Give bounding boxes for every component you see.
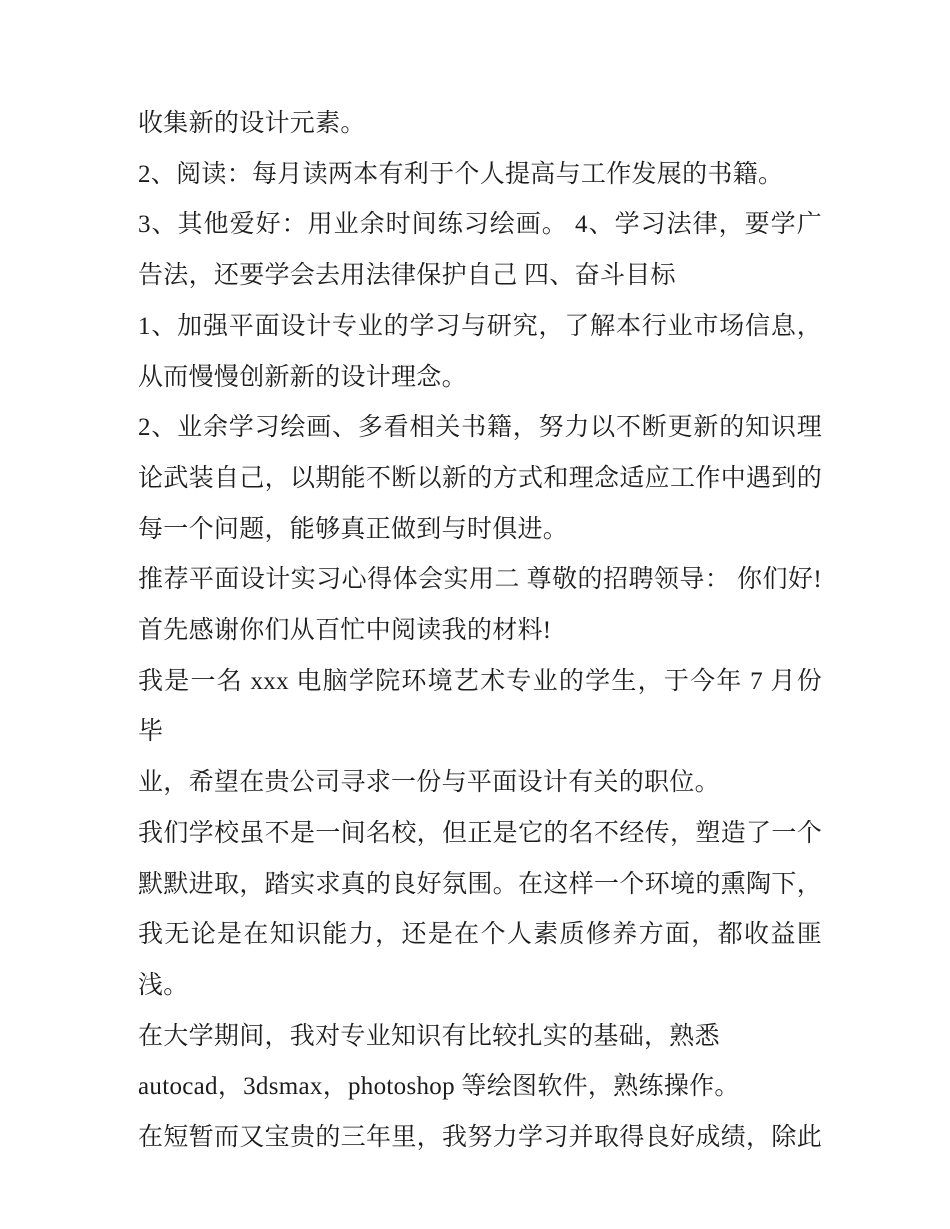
text-line: 业，希望在贵公司寻求一份与平面设计有关的职位。 — [138, 769, 720, 797]
text-line: 在短暂而又宝贵的三年里，我努力学习并取得良好成绩，除此 — [138, 1124, 822, 1152]
text-line: 从而慢慢创新新的设计理念。 — [138, 363, 467, 391]
text-line: 2、业余学习绘画、多看相关书籍，努力以不断更新的知识理 — [138, 414, 822, 442]
text-line: 1、加强平面设计专业的学习与研究，了解本行业市场信息， — [138, 312, 822, 340]
text-line: 浅。 — [138, 971, 189, 999]
text-line: 每一个问题，能够真正做到与时俱进。 — [138, 515, 569, 543]
text-line: 我们学校虽不是一间名校，但正是它的名不经传，塑造了一个 — [138, 819, 822, 847]
text-line: 推荐平面设计实习心得体会实用二 尊敬的招聘领导： 你们好! — [138, 566, 822, 594]
document-text — [138, 99, 822, 1164]
text-line: 在大学期间，我对专业知识有比较扎实的基础，熟悉 — [138, 1022, 720, 1050]
text-line: 默默进取，踏实求真的良好氛围。在这样一个环境的熏陶下， — [138, 870, 822, 898]
text-line: 2、阅读：每月读两本有利于个人提高与工作发展的书籍。 — [138, 160, 784, 188]
text-line: 首先感谢你们从百忙中阅读我的材料! — [138, 617, 552, 645]
text-line: 我无论是在知识能力，还是在个人素质修养方面，都收益匪 — [138, 921, 822, 949]
text-line: 论武装自己，以期能不断以新的方式和理念适应工作中遇到的 — [138, 464, 822, 492]
text-line: 我是一名 xxx 电脑学院环境艺术专业的学生，于今年 7 月份毕 — [138, 667, 822, 746]
text-line: 收集新的设计元素。 — [138, 110, 366, 137]
text-line: 3、其他爱好：用业余时间练习绘画。 4、学习法律，要学广 — [138, 211, 822, 239]
text-line: 告法，还要学会去用法律保护自己 四、奋斗目标 — [138, 262, 676, 290]
text-line: autocad，3dsmax，photoshop 等绘图软件，熟练操作。 — [138, 1073, 740, 1101]
